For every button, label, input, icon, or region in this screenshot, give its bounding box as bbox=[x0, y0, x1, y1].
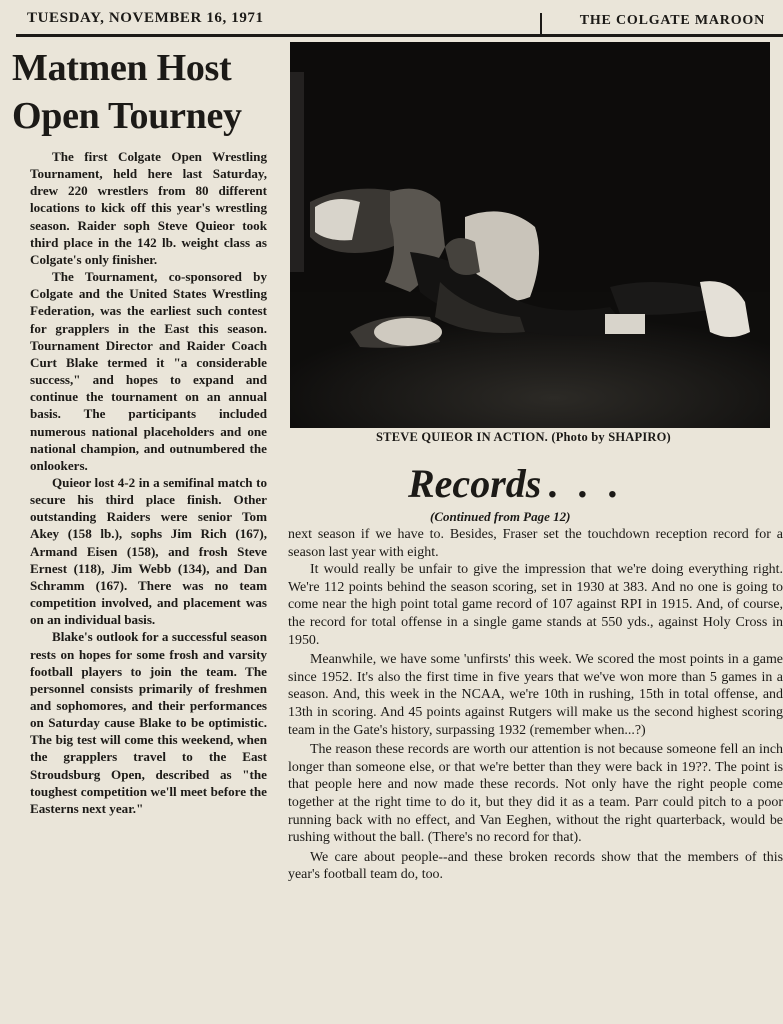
continued-from-note: (Continued from Page 12) bbox=[430, 509, 571, 524]
headline-line-2: Open Tourney bbox=[12, 95, 242, 137]
article-paragraph: Quieor lost 4-2 in a semifinal match to secure his third place finish. Other outstanding Raiders were senior Tom Akey (158 lb.), sophs Jim Rich (167), Armand Eisen (158), and frosh Steve Ernest (118), Jim Webb (134), and Dan Schramm (167). There was no team competition involved, and placement was on an individual basis. bbox=[30, 474, 267, 628]
photo-caption: STEVE QUIEOR IN ACTION. (Photo by SHAPIRO) bbox=[376, 430, 671, 444]
article-paragraph: The Tournament, co-sponsored by Colgate and the United States Wrestling Federation, was the earliest such contest for grapplers in the East this season. Tournament Director and Raider Coach Curt Blake termed it "a considerable success," and hopes to expand and continue the tournament on an annual basis. The participants included numerous national placeholders and one national champion, and outnumbered the onlookers. bbox=[30, 269, 267, 473]
masthead-date: TUESDAY, NOVEMBER 16, 1971 bbox=[27, 10, 264, 26]
records-paragraph: Meanwhile, we have some 'unfirsts' this week. We scored the most points in a game since 1952. It's also the first time in five years that we've won more than 5 games in a season. And, this week in the NCAA, we're 10th in rushing, 15th in total offense, and 13th in scoring. And 45 points against Rutgers will make us the second highest scoring team in the Gate's history, surpassing 1932 (remember when...?) bbox=[288, 652, 783, 738]
records-paragraph: We care about people--and these broken records show that the members of this year's football team do, too. bbox=[288, 849, 783, 883]
records-body bbox=[288, 526, 783, 1024]
records-title-text: Records bbox=[408, 461, 542, 506]
wrestling-photo bbox=[290, 42, 770, 428]
masthead-paper-name: THE COLGATE MAROON bbox=[579, 13, 765, 28]
records-headline bbox=[408, 461, 622, 507]
masthead-rule bbox=[16, 34, 783, 37]
article-paragraph: Blake's outlook for a successful season rests on hopes for some frosh and varsity football players to join the team. The personnel consists primarily of freshmen and sophomores, and their performances on Saturday cause Blake to be optimistic. The big test will come this weekend, when the grapplers travel to the East Stroudsburg Open, described as "the toughest competition we'll meet before the Easterns next year." bbox=[30, 629, 267, 816]
headline-line-1: Matmen Host bbox=[12, 47, 232, 89]
records-paragraph: next season if we have to. Besides, Fraser set the touchdown reception record for a season last year with eight. bbox=[288, 527, 783, 560]
records-paragraph: It would really be unfair to give the impression that we're doing everything right. We're 112 points behind the season scoring, set in 1930 at 383. And no one is going to come near the high point total game record of 107 against RPI in 1915. And, of course, the record for total offense in a single game stands at 550 yds., against Holy Cross in 1950. bbox=[288, 562, 783, 648]
masthead-divider bbox=[540, 13, 542, 35]
records-title-dots: . . . bbox=[547, 461, 623, 506]
article-body bbox=[30, 148, 267, 817]
records-paragraph: The reason these records are worth our attention is not because someone fell an inch longer than someone else, or that we're better than they were back in 19??. The point is that people here and now made these records. Not only have the right people come together at the right time to do it, but they did it as a team. Parr could pitch to a poor running back with no effect, and Van Eeghen, without the right quarterback, would be rushing without the ball. (There's no record for that). bbox=[288, 742, 783, 846]
article-paragraph: The first Colgate Open Wrestling Tournament, held here last Saturday, drew 220 wrestlers from 80 different locations to kick off this year's wrestling season. Raider soph Steve Quieor took third place in the 142 lb. weight class as Colgate's only finisher. bbox=[30, 149, 267, 267]
article-headline bbox=[12, 44, 282, 140]
